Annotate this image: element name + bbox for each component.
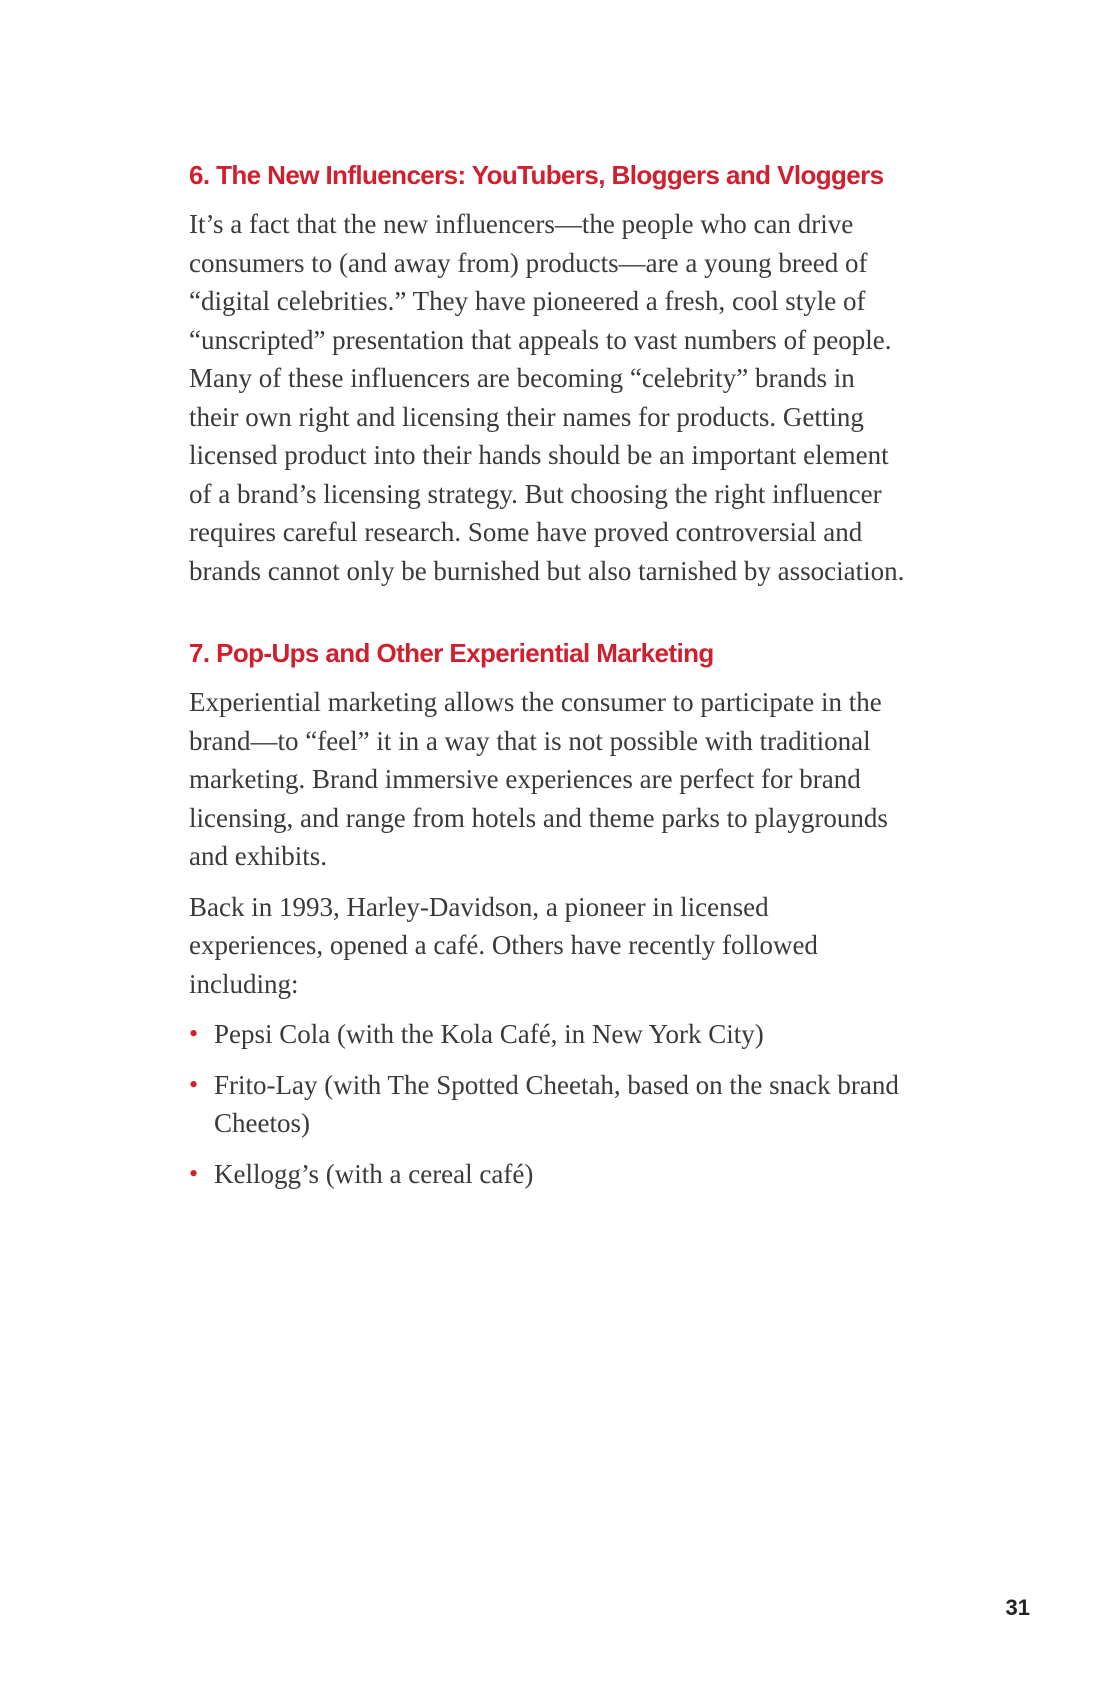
bullet-icon: • (189, 1158, 199, 1188)
body-paragraph: Experiential marketing allows the consumer to participate in the brand—to “feel” it in a way that is not possible with traditional marketing. Brand immersive experiences are perfect for brand licensing, and range from hotels and theme parks to playgrounds and exhibits. (189, 687, 888, 872)
bullet-list (189, 1015, 909, 1193)
body-paragraph: It’s a fact that the new influencers—the people who can drive consumers to (and away from) products—are a young breed of “digital celebrities.” They have pioneered a fresh, cool style of “unscripted” presentation that appeals to vast numbers of people. Many of these influencers are becoming “celebrity” brands in their own right and licensing their names for products. Getting licensed product into their hands should be an important element of a brand’s licensing strategy. But choosing the right influencer requires careful research. Some have proved controversial and brands cannot only be burnished but also tarnished by association. (189, 209, 905, 586)
page-content (189, 160, 909, 1205)
bullet-icon: • (189, 1069, 199, 1099)
page-number: 31 (1005, 1595, 1030, 1620)
list-item (189, 1155, 909, 1194)
section-heading: 6. The New Influencers: YouTubers, Bloggers and Vloggers (189, 160, 884, 190)
list-item-text: Frito-Lay (with The Spotted Cheetah, based on the snack brand Cheetos) (214, 1069, 899, 1139)
list-item (189, 1015, 909, 1054)
list-item-text: Pepsi Cola (with the Kola Café, in New York City) (214, 1019, 764, 1050)
section-heading: 7. Pop-Ups and Other Experiential Marketing (189, 638, 714, 669)
section-experiential-marketing (189, 638, 909, 1193)
bullet-icon: • (189, 1019, 199, 1049)
list-item-text: Kellogg’s (with a cereal café) (214, 1158, 534, 1189)
section-influencers (189, 160, 909, 590)
list-item (189, 1066, 909, 1143)
body-paragraph: Back in 1993, Harley-Davidson, a pioneer in licensed experiences, opened a café. Others have recently followed including: (189, 891, 818, 999)
